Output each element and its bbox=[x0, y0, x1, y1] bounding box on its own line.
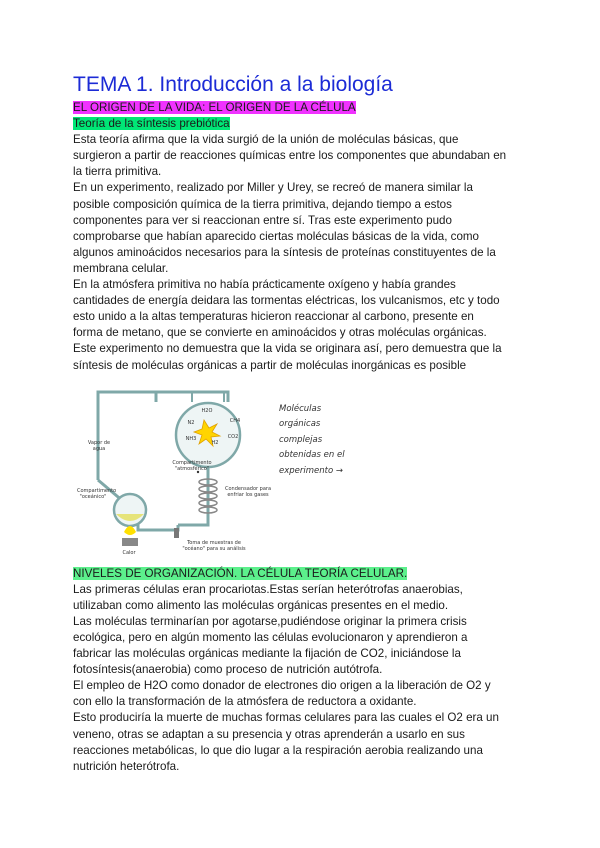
text-line: Este experimento no demuestra que la vida se originara así, pero demuestra que la bbox=[73, 342, 502, 356]
handnote-line: obtenidas en el bbox=[279, 450, 345, 461]
paragraph-6 bbox=[73, 614, 541, 678]
text-line: veneno, otras se adaptan a su presencia y otras aprenderán a usarlo en sus bbox=[73, 727, 465, 741]
handnote-line: orgánicas bbox=[279, 419, 321, 430]
text-line: fabricar las moléculas orgánicas mediante la fijación de CO2, iniciándose la bbox=[73, 647, 461, 661]
handnote-line: complejas bbox=[279, 434, 323, 445]
gas-label: H2 bbox=[211, 439, 219, 446]
document-page bbox=[73, 72, 541, 775]
gas-label: CO2 bbox=[227, 433, 239, 440]
handnote-line: experimento → bbox=[279, 465, 343, 476]
text-line: Las moléculas terminarían por agotarse,pudiéndose originar la primera crisis bbox=[73, 614, 467, 628]
oceanic-compartment-label: Compartimento "oceánico" bbox=[77, 487, 117, 500]
text-line: membrana celular. bbox=[73, 261, 169, 275]
text-line: ecológica, pero en algún momento las células evolucionaron y aprendieron a bbox=[73, 630, 468, 644]
gas-label: CH4 bbox=[229, 417, 241, 424]
vapor-label: Vapor de agua bbox=[87, 439, 111, 452]
atmospheric-compartment-label: Compartimento "atmosférico" bbox=[172, 459, 212, 472]
text-line: esto unido a la altas temperaturas hicieron reaccionar al carbono, presente en bbox=[73, 310, 474, 324]
text-line: nutrición heterótrofa. bbox=[73, 759, 180, 773]
text-line: cantidades de energía deidara las tormentas eléctricas, los vulcanismos, etc y todo bbox=[73, 294, 500, 308]
text-line: forma de metano, que se convierte en aminoácidos y otras moléculas orgánicas. bbox=[73, 326, 487, 340]
text-line: síntesis de moléculas orgánicas a partir de moléculas inorgánicas es posible bbox=[73, 358, 467, 372]
text-line: En un experimento, realizado por Miller y Urey, se recreó de manera similar la bbox=[73, 181, 473, 195]
condenser-label: Condensador para enfriar los gases bbox=[224, 485, 272, 498]
text-line: reacciones metabólicas, lo que dio lugar a la respiración aerobia realizando una bbox=[73, 743, 483, 757]
gas-label: N2 bbox=[187, 419, 195, 426]
gas-label: NH3 bbox=[185, 435, 197, 442]
heat-label: Calor bbox=[122, 549, 136, 556]
paragraph-4 bbox=[73, 341, 541, 373]
handwritten-note bbox=[279, 402, 379, 480]
paragraph-1 bbox=[73, 132, 541, 180]
subsection-heading-prebiotic: Teoría de la síntesis prebiótica bbox=[73, 117, 230, 131]
section-heading-origin: EL ORIGEN DE LA VIDA: EL ORIGEN DE LA CÉLULA bbox=[73, 101, 356, 114]
text-line: fotosíntesis(anaerobia) como proceso de nutrición autótrofa. bbox=[73, 663, 383, 677]
paragraph-8 bbox=[73, 710, 541, 774]
page-title: TEMA 1. Introducción a la biología bbox=[73, 73, 393, 96]
text-line: Las primeras células eran procariotas.Estas serían heterótrofas anaerobias, bbox=[73, 582, 463, 596]
text-line: comprobarse que habían aparecido ciertas moléculas básicas de la vida, como bbox=[73, 229, 480, 243]
paragraph-5 bbox=[73, 582, 541, 614]
miller-urey-figure bbox=[73, 380, 541, 560]
section-heading-organization: NIVELES DE ORGANIZACIÓN. LA CÉLULA TEORÍA CELULAR. bbox=[73, 566, 408, 580]
text-line: El empleo de H2O como donador de electrones dio origen a la liberación de O2 y bbox=[73, 679, 491, 693]
text-line: con ello la transformación de la atmósfera de reductora a oxidante. bbox=[73, 695, 417, 709]
text-line: algunos aminoácidos necesarios para la síntesis de proteínas constituyentes de la bbox=[73, 245, 496, 259]
text-line: En la atmósfera primitiva no había prácticamente oxígeno y había grandes bbox=[73, 278, 456, 292]
text-line: utilizaban como alimento las moléculas orgánicas presentes en el medio. bbox=[73, 598, 449, 612]
paragraph-2 bbox=[73, 180, 541, 277]
text-line: Esta teoría afirma que la vida surgió de la unión de moléculas básicas, que bbox=[73, 133, 459, 147]
paragraph-7 bbox=[73, 678, 541, 710]
handnote-line: Moléculas bbox=[279, 403, 322, 414]
text-line: posible composición química de la tierra primitiva, dejando tiempo a estos bbox=[73, 197, 452, 211]
text-line: surgieron a partir de reacciones químicas entre los componentes que abundaban en bbox=[73, 149, 507, 163]
gas-label: H2O bbox=[201, 407, 213, 414]
sampling-label: Toma de muestras de "océano" para su análisis bbox=[182, 539, 246, 552]
text-line: componentes para ver si reaccionan entre sí. Tras este experimento pudo bbox=[73, 213, 452, 227]
paragraph-3 bbox=[73, 277, 541, 341]
text-line: Esto produciría la muerte de muchas formas celulares para las cuales el O2 era un bbox=[73, 711, 499, 725]
text-line: la tierra primitiva. bbox=[73, 165, 162, 179]
